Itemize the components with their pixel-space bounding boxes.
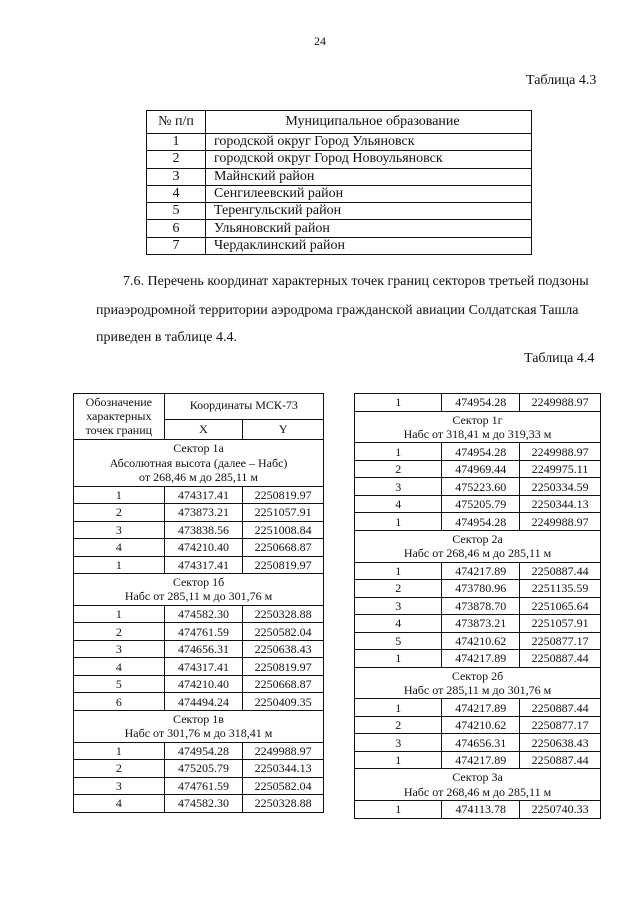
header-coordinates-text: Координаты МСК-73: [189, 398, 298, 413]
coord-y: 2250887.44: [520, 751, 601, 769]
coordinate-row: [355, 801, 601, 819]
coordinate-row: [74, 742, 324, 760]
coordinate-row: [355, 580, 601, 598]
coordinate-row: [355, 495, 601, 513]
sector-line: Сектор 3а: [452, 770, 503, 785]
coordinate-row: [355, 513, 601, 531]
sector-line: Набс от 285,11 м до 301,76 м: [124, 589, 273, 604]
municipalities-table: [146, 110, 532, 255]
coordinate-row: [355, 460, 601, 478]
point-number: 1: [74, 556, 165, 574]
point-number: 4: [355, 495, 442, 513]
coord-y: 2250740.33: [520, 801, 601, 819]
coord-y: 2250819.97: [243, 556, 324, 574]
sector-line: Сектор 1а: [173, 441, 224, 456]
sector-title: [74, 440, 324, 486]
point-number: 1: [74, 486, 165, 504]
table-caption-4-3: Таблица 4.3: [526, 73, 597, 88]
coord-x: 474210.40: [164, 539, 243, 557]
sector-title: [74, 574, 324, 606]
point-number: 2: [74, 623, 165, 641]
point-number: 2: [355, 716, 442, 734]
coordinate-row: [355, 699, 601, 717]
coord-y: 2251065.64: [520, 597, 601, 615]
coord-x: 474317.41: [164, 486, 243, 504]
coord-x: 474761.59: [164, 777, 243, 795]
coord-x: 474582.30: [164, 795, 243, 813]
coord-x: 474969.44: [442, 460, 520, 478]
coordinate-row: [355, 478, 601, 496]
sector-line: Набс от 318,41 м до 319,33 м: [403, 426, 552, 441]
point-number: 4: [355, 615, 442, 633]
sector-line: Сектор 1б: [172, 575, 225, 590]
coord-x: 474582.30: [164, 605, 243, 623]
coordinate-row: [355, 751, 601, 769]
point-number: 4: [74, 539, 165, 557]
table-header-row: [147, 111, 532, 134]
paragraph-line-2: приаэродромной территории аэродрома гражданской авиации Солдатская Ташла: [96, 303, 579, 318]
page-number: 24: [314, 34, 326, 48]
coordinate-row: [74, 521, 324, 539]
coordinate-row: [74, 556, 324, 574]
coord-x: 474113.78: [442, 801, 520, 819]
sector-line: от 268,46 м до 285,11 м: [139, 470, 258, 485]
coord-y: 2250668.87: [243, 539, 324, 557]
point-number: 3: [74, 640, 165, 658]
sector-line: Сектор 1в: [173, 711, 224, 726]
header-y: Y: [243, 419, 324, 440]
sector-title: [355, 530, 601, 562]
coordinate-row: [74, 486, 324, 504]
coord-y: 2250582.04: [243, 777, 324, 795]
point-number: 1: [355, 751, 442, 769]
coord-y: 2249975.11: [520, 460, 601, 478]
coordinate-row: [355, 716, 601, 734]
coord-y: 2250638.43: [243, 640, 324, 658]
sector-title: [355, 667, 601, 699]
point-number: 3: [355, 734, 442, 752]
coord-y: 2250887.44: [520, 562, 601, 580]
point-number: 1: [355, 650, 442, 668]
coordinate-row: [355, 734, 601, 752]
coord-y: 2250344.13: [520, 495, 601, 513]
sector-row: [74, 710, 324, 742]
coord-y: 2250334.59: [520, 478, 601, 496]
coordinate-row: [355, 443, 601, 461]
point-number: 6: [74, 693, 165, 711]
coord-y: 2250877.17: [520, 632, 601, 650]
coordinates-left-body: [74, 394, 324, 813]
point-number: 3: [355, 478, 442, 496]
coordinate-row: [74, 504, 324, 522]
coord-y: 2250877.17: [520, 716, 601, 734]
coordinate-row: [355, 632, 601, 650]
coord-x: 474217.89: [442, 650, 520, 668]
coord-x: 475223.60: [442, 478, 520, 496]
point-number: 2: [74, 760, 165, 778]
coord-y: 2250344.13: [243, 760, 324, 778]
coordinates-table-right: [354, 393, 601, 819]
point-number: 3: [355, 597, 442, 615]
coord-y: 2250819.97: [243, 658, 324, 676]
coord-x: 474494.24: [164, 693, 243, 711]
paragraph-line-3: приведен в таблице 4.4.: [96, 330, 237, 345]
coordinates-table-left: [73, 393, 324, 813]
coord-y: 2249988.97: [520, 443, 601, 461]
table-row: [147, 185, 532, 202]
coord-y: 2251057.91: [243, 504, 324, 522]
coord-x: 474954.28: [164, 742, 243, 760]
municipality-name: городской округ Город Новоульяновск: [206, 151, 532, 168]
coordinate-row: [74, 777, 324, 795]
municipality-name: городской округ Город Ульяновск: [206, 134, 532, 151]
municipality-name: Теренгульский район: [206, 203, 532, 220]
coordinate-row: [74, 658, 324, 676]
point-number: 5: [74, 675, 165, 693]
sector-row: [355, 411, 601, 443]
table-row: [147, 237, 532, 254]
point-number: 2: [355, 460, 442, 478]
coord-x: 474210.62: [442, 716, 520, 734]
municipality-name: Чердаклинский район: [206, 237, 532, 254]
coord-x: 473873.21: [442, 615, 520, 633]
coordinate-row: [74, 640, 324, 658]
coord-x: 474954.28: [442, 443, 520, 461]
sector-line: Набс от 301,76 м до 318,41 м: [124, 726, 273, 741]
row-number: 4: [147, 185, 206, 202]
row-number: 5: [147, 203, 206, 220]
coord-y: 2249988.97: [520, 513, 601, 531]
row-number: 7: [147, 237, 206, 254]
sector-line: Сектор 1г: [452, 412, 503, 427]
point-number: 5: [355, 632, 442, 650]
point-number: 2: [355, 580, 442, 598]
coord-y: 2251057.91: [520, 615, 601, 633]
coord-x: 473873.21: [164, 504, 243, 522]
coord-y: 2250409.35: [243, 693, 324, 711]
sector-row: [355, 769, 601, 801]
coord-x: 474656.31: [442, 734, 520, 752]
table-row: [147, 151, 532, 168]
row-number: 2: [147, 151, 206, 168]
municipalities-body: [147, 134, 532, 255]
point-number: 1: [355, 394, 442, 412]
coord-x: 474317.41: [164, 658, 243, 676]
coord-x: 474210.40: [164, 675, 243, 693]
coordinate-row: [74, 605, 324, 623]
coord-x: 474217.89: [442, 562, 520, 580]
coord-x: 474317.41: [164, 556, 243, 574]
table-row: [147, 168, 532, 185]
coord-x: 474954.28: [442, 513, 520, 531]
paragraph-line-1: 7.6. Перечень координат характерных точек границ секторов третьей подзоны: [123, 274, 589, 289]
coord-y: 2250638.43: [520, 734, 601, 752]
sector-row: [355, 667, 601, 699]
sector-line: Сектор 2б: [451, 668, 504, 683]
table-row: [147, 134, 532, 151]
coordinate-row: [74, 693, 324, 711]
coord-y: 2250328.88: [243, 605, 324, 623]
coord-x: 474217.89: [442, 699, 520, 717]
point-number: 2: [74, 504, 165, 522]
coord-y: 2249988.97: [243, 742, 324, 760]
row-number: 6: [147, 220, 206, 237]
municipality-name: Ульяновский район: [206, 220, 532, 237]
municipality-name: Майнский район: [206, 168, 532, 185]
coord-y: 2250887.44: [520, 699, 601, 717]
coord-x: 474761.59: [164, 623, 243, 641]
sector-line: Набс от 285,11 м до 301,76 м: [403, 682, 552, 697]
point-number: 1: [355, 801, 442, 819]
point-number: 1: [74, 742, 165, 760]
coord-y: 2250582.04: [243, 623, 324, 641]
point-number: 1: [74, 605, 165, 623]
coord-x: 473780.96: [442, 580, 520, 598]
table-row: [147, 203, 532, 220]
header-x: X: [164, 419, 243, 440]
table-row: [147, 220, 532, 237]
sector-title: [355, 411, 601, 443]
sector-line: Сектор 2а: [452, 531, 503, 546]
point-number: 1: [355, 513, 442, 531]
coordinate-row: [74, 623, 324, 641]
coord-y: 2250328.88: [243, 795, 324, 813]
coordinate-row: [74, 539, 324, 557]
coord-y: 2250668.87: [243, 675, 324, 693]
header-point-designation: [74, 394, 165, 440]
point-number: 1: [355, 443, 442, 461]
coordinate-row: [355, 562, 601, 580]
row-number: 3: [147, 168, 206, 185]
coord-x: 475205.79: [442, 495, 520, 513]
header-coordinates: [164, 394, 323, 420]
header-point-text: Обозначение характерных точек границ: [85, 395, 153, 437]
point-number: 3: [74, 777, 165, 795]
coord-y: 2251008.84: [243, 521, 324, 539]
coordinate-row: [355, 597, 601, 615]
coord-y: 2250887.44: [520, 650, 601, 668]
header-municipality: Муниципальное образование: [206, 111, 532, 134]
coordinate-row: [355, 394, 601, 412]
sector-line: Абсолютная высота (далее – Набс): [109, 455, 288, 470]
coordinate-row: [74, 760, 324, 778]
point-number: 4: [74, 795, 165, 813]
coord-y: 2249988.97: [520, 394, 601, 412]
sector-row: [74, 440, 324, 486]
row-number: 1: [147, 134, 206, 151]
coordinate-row: [355, 615, 601, 633]
coord-y: 2250819.97: [243, 486, 324, 504]
header-number: № п/п: [147, 111, 206, 134]
coord-x: 475205.79: [164, 760, 243, 778]
sector-title: [355, 769, 601, 801]
coord-x: 473838.56: [164, 521, 243, 539]
sector-line: Набс от 268,46 м до 285,11 м: [403, 546, 552, 561]
coordinates-header-row: [74, 394, 324, 420]
coordinate-row: [355, 650, 601, 668]
point-number: 1: [355, 699, 442, 717]
sector-row: [74, 574, 324, 606]
coordinates-right-body: [355, 394, 601, 819]
point-number: 3: [74, 521, 165, 539]
coord-x: 473878.70: [442, 597, 520, 615]
point-number: 1: [355, 562, 442, 580]
coord-x: 474217.89: [442, 751, 520, 769]
coordinate-row: [74, 675, 324, 693]
table-caption-4-4: Таблица 4.4: [524, 351, 595, 366]
coord-y: 2251135.59: [520, 580, 601, 598]
coord-x: 474656.31: [164, 640, 243, 658]
sector-line: Набс от 268,46 м до 285,11 м: [403, 784, 552, 799]
coord-x: 474954.28: [442, 394, 520, 412]
municipality-name: Сенгилеевский район: [206, 185, 532, 202]
sector-title: [74, 710, 324, 742]
point-number: 4: [74, 658, 165, 676]
coordinate-row: [74, 795, 324, 813]
sector-row: [355, 530, 601, 562]
coord-x: 474210.62: [442, 632, 520, 650]
